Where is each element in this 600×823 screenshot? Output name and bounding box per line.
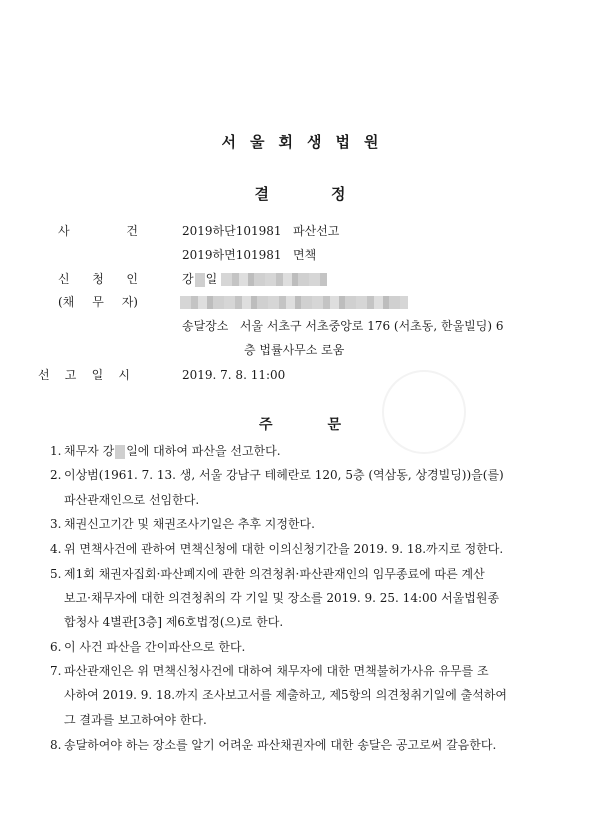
service-address-line1: 송달장소 서울 서초구 서초중앙로 176 (서초동, 한울빌딩) 6: [182, 319, 504, 333]
case-number-bankruptcy: 2019하단101981 파산선고: [182, 224, 340, 238]
service-address-label: 송달장소: [182, 319, 229, 333]
court-decision-page: 서울회생법원 결 정 사 건 2019하단101981 파산선고 2019하면101981 면책 신 청 인 강 일 (채 무 자) 송달장소 서울 서초구 서초중앙로 176 (서초동, 한울빌딩) 6 층 법률사무소 로움 선 고 일 시 2019. 7. 8. 11:00 주 문 1. 채무자 강 일에 대하여 파산을 선고한다. 2. 이상범(1961. 7. 13. 생, 서울 강남구 테헤란로 120, 5층 (역삼동, 상경빌딩))을(를) 파산관재인으로 선임한다. 3. 채권신고기간 및 채권조사기일은 추후 지정한다. 4. 위 면책사건에 관하여 면책신청에 대한 이의신청기간을 2019. 9. 18.까지로 정한다. 5. 제1회 채권자집회·파산폐지에 관한 의견청취·파산관재인의 임무종료에 따른 계산 보고·채무자에 대한 의견청취의 각 기일 및 장소를 2019. 9. 25. 14:00 서울법원종 합청사 4별관[3층] 제6호법정(으)로 한다. 6. 이 사건 파산을 간이파산으로 한다. 7. 파산관재인은 위 면책신청사건에 대하여 채무자에 대한 면책불허가사유 유무를 조 사하여 2019. 9. 18.까지 조사보고서를 제출하고, 제5항의 의견청취기일에 출석하여 그 결과를 보고하여야 한다. 8. 송달하여야 하는 장소를 알기 어려운 파산채권자에 대한 송달은 공고로써 갈음한다.: [0, 0, 600, 823]
field-label-applicant: 신 청 인: [58, 272, 138, 286]
document-title: [0, 183, 600, 204]
field-label-case: 사 건: [58, 224, 138, 238]
field-label-decision-date: 선 고 일 시: [38, 368, 130, 382]
debtor-address-redacted: [180, 294, 408, 310]
redaction-block: [180, 296, 408, 309]
document-title-char: 정: [331, 185, 346, 203]
decision-date: 2019. 7. 8. 11:00: [182, 368, 286, 382]
watermark-stamp: [382, 370, 466, 454]
court-name: 서울회생법원: [221, 133, 393, 151]
redaction-block: [195, 273, 205, 287]
case-number-discharge: 2019하면101981 면책: [182, 248, 317, 262]
document-title-char: 결: [254, 185, 269, 203]
redaction-block: [115, 445, 125, 459]
field-label-debtor: (채 무 자): [58, 295, 138, 309]
service-address-line2: 층 법률사무소 로움: [244, 343, 345, 357]
applicant-name: 강 일: [182, 271, 327, 287]
order-title: 주 문: [258, 417, 342, 433]
redaction-block: [221, 273, 327, 286]
